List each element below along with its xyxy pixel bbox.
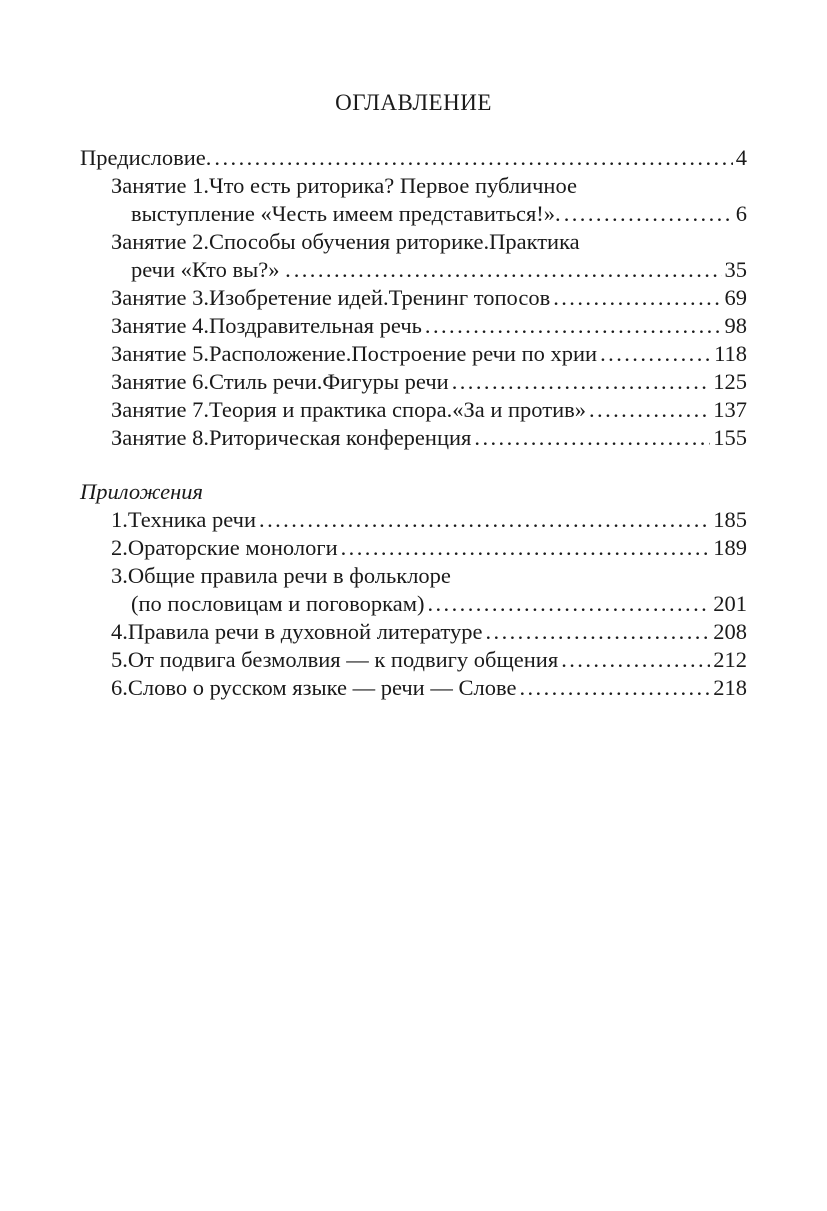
leader-dots xyxy=(474,424,710,452)
toc-page-number: 137 xyxy=(713,397,747,422)
toc-entry-appendix-3 xyxy=(80,562,747,618)
toc-entry-appendix-4 xyxy=(80,618,747,646)
toc-entry-text: Занятие 3.Изобретение идей.Тренинг топосов xyxy=(111,285,551,310)
toc-entry-text: Предисловие. xyxy=(80,145,212,170)
toc-page-number: 185 xyxy=(713,507,747,532)
leader-dots xyxy=(427,590,710,618)
toc-entry-lesson-5 xyxy=(80,340,747,368)
leader-dots xyxy=(214,144,732,172)
toc-page-number: 218 xyxy=(713,675,747,700)
toc-entry-preface xyxy=(80,144,747,172)
toc-entry-text: 4.Правила речи в духовной литературе xyxy=(111,619,483,644)
toc-page-number: 155 xyxy=(713,425,747,450)
leader-dots xyxy=(519,674,710,702)
leader-dots xyxy=(452,368,711,396)
toc-entry-text-first-line: Занятие 2.Способы обучения риторике.Практика xyxy=(111,229,580,254)
toc-entry-text: Занятие 6.Стиль речи.Фигуры речи xyxy=(111,369,449,394)
leader-dots xyxy=(341,534,711,562)
toc-page-number: 201 xyxy=(713,591,747,616)
leader-dots xyxy=(564,200,733,228)
toc-page-number: 35 xyxy=(724,257,747,282)
toc-page-number: 189 xyxy=(713,535,747,560)
toc-entry-appendix-1 xyxy=(80,506,747,534)
leader-dots xyxy=(259,506,710,534)
toc-entry-text: Занятие 7.Теория и практика спора.«За и против» xyxy=(111,397,586,422)
toc-entry-lesson-2 xyxy=(80,228,747,284)
toc-entry-appendix-5 xyxy=(80,646,747,674)
toc-entry-lesson-4 xyxy=(80,312,747,340)
toc-page-number: 208 xyxy=(713,619,747,644)
leader-dots xyxy=(561,646,710,674)
toc-page-number: 4 xyxy=(735,145,747,170)
leader-dots xyxy=(553,284,721,312)
toc-entry-text: 6.Слово о русском языке — речи — Слове xyxy=(111,675,517,700)
toc-entry-text: выступление «Честь имеем представиться!». xyxy=(131,201,561,226)
toc-entry-lesson-6 xyxy=(80,368,747,396)
toc-entry-lesson-8 xyxy=(80,424,747,452)
toc-entry-text: 5.От подвига безмолвия — к подвигу общения xyxy=(111,647,559,672)
toc-page-number: 6 xyxy=(735,201,747,226)
toc-entry-text-first-line: 3.Общие правила речи в фольклоре xyxy=(111,563,451,588)
toc-entry-lesson-7 xyxy=(80,396,747,424)
toc-page-number: 98 xyxy=(724,313,747,338)
toc-entry-text: Занятие 8.Риторическая конференция xyxy=(111,425,472,450)
leader-dots xyxy=(589,396,710,424)
toc-entry-text: Занятие 5.Расположение.Построение речи по хрии xyxy=(111,341,598,366)
toc-entry-text-first-line: Занятие 1.Что есть риторика? Первое публичное xyxy=(111,173,577,198)
toc-entry-text: 2.Ораторские монологи xyxy=(111,535,338,560)
toc-entry-appendix-6 xyxy=(80,674,747,702)
appendix-heading: Приложения xyxy=(80,479,204,504)
leader-dots xyxy=(425,312,722,340)
toc-page-number: 118 xyxy=(714,341,747,366)
leader-dots xyxy=(600,340,711,368)
page-title: ОГЛАВЛЕНИЕ xyxy=(335,90,492,115)
toc-entry-lesson-3 xyxy=(80,284,747,312)
table-of-contents xyxy=(80,144,747,702)
leader-dots xyxy=(294,256,722,284)
leader-dots xyxy=(485,618,710,646)
toc-page-number: 125 xyxy=(713,369,747,394)
toc-page-number: 69 xyxy=(724,285,747,310)
toc-entry-text: (по пословицам и поговоркам) xyxy=(131,591,425,616)
toc-entry-text: 1.Техника речи xyxy=(111,507,257,532)
toc-entry-appendix-2 xyxy=(80,534,747,562)
toc-page-number: 212 xyxy=(713,647,747,672)
toc-entry-text: Занятие 4.Поздравительная речь xyxy=(111,313,422,338)
toc-entry-lesson-1 xyxy=(80,172,747,228)
toc-entry-text: речи «Кто вы?» . xyxy=(131,257,291,282)
